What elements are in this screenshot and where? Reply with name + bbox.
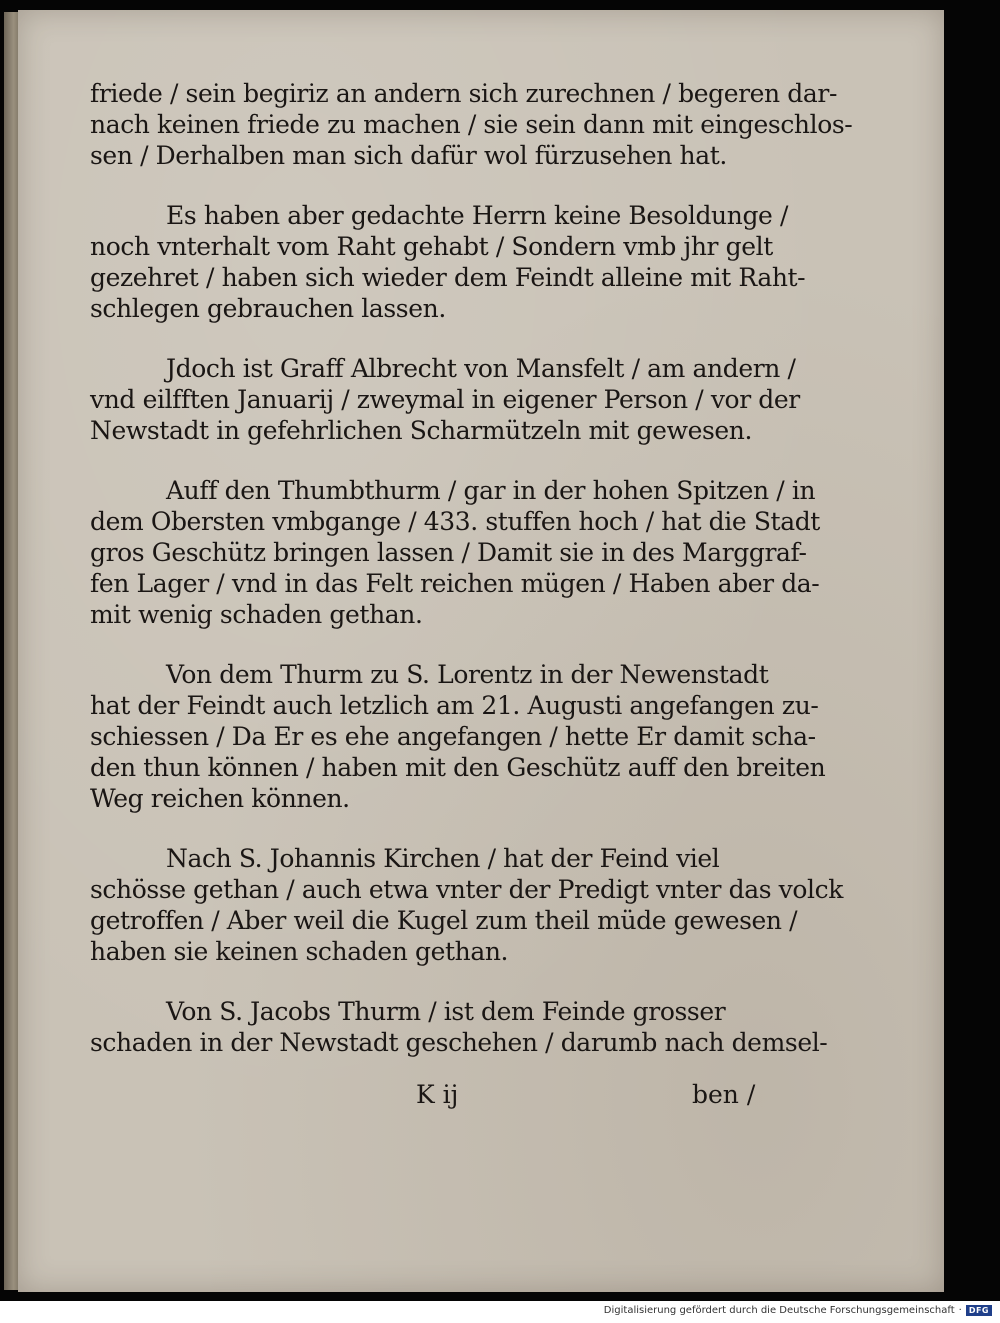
text-line: vnd eilfften Januarij / zweymal in eigener Person / vor der <box>90 385 800 414</box>
paragraph <box>90 843 843 967</box>
text-line: schaden in der Newstadt geschehen / darumb nach demsel- <box>90 1028 828 1057</box>
text-line: sen / Derhalben man sich dafür wol fürzusehen hat. <box>90 141 727 170</box>
text-line: Newstadt in gefehrlichen Scharmützeln mit gewesen. <box>90 416 753 445</box>
text-line: Nach S. Johannis Kirchen / hat der Feind viel <box>166 844 720 873</box>
paragraph <box>90 475 820 630</box>
paragraph <box>90 200 806 324</box>
text-line: haben sie keinen schaden gethan. <box>90 937 509 966</box>
text-line: mit wenig schaden gethan. <box>90 600 423 629</box>
text-line: schösse gethan / auch etwa vnter der Predigt vnter das volck <box>90 875 843 904</box>
paragraph <box>90 78 853 171</box>
book-page <box>18 10 944 1292</box>
footer-credit-text: Digitalisierung gefördert durch die Deutsche Forschungsgemeinschaft <box>603 1305 955 1316</box>
catchword: ben / <box>692 1080 756 1109</box>
text-line: hat der Feindt auch letzlich am 21. Augusti angefangen zu- <box>90 691 819 720</box>
paragraph <box>90 659 826 814</box>
text-line: den thun können / haben mit den Geschütz auff den breiten <box>90 753 826 782</box>
text-line: noch vnterhalt vom Raht gehabt / Sondern vmb jhr gelt <box>90 232 773 261</box>
dfg-logo-icon: DFG <box>966 1305 992 1316</box>
text-line: Es haben aber gedachte Herrn keine Besoldunge / <box>166 201 789 230</box>
paragraph <box>90 996 828 1058</box>
text-line: Weg reichen können. <box>90 784 350 813</box>
text-line: Von dem Thurm zu S. Lorentz in der Newenstadt <box>166 660 769 689</box>
text-line: getroffen / Aber weil die Kugel zum theil müde gewesen / <box>90 906 798 935</box>
text-line: Von S. Jacobs Thurm / ist dem Feinde grosser <box>166 997 726 1026</box>
text-line: Auff den Thumbthurm / gar in der hohen Spitzen / in <box>166 476 816 505</box>
footer-credit <box>604 1305 992 1316</box>
text-line: gezehret / haben sich wieder dem Feindt alleine mit Raht- <box>90 263 806 292</box>
signature-mark: K ij <box>416 1080 459 1109</box>
paragraph <box>90 353 800 446</box>
text-line: fen Lager / vnd in das Felt reichen mügen / Haben aber da- <box>90 569 820 598</box>
text-line: schlegen gebrauchen lassen. <box>90 294 446 323</box>
text-block <box>90 78 853 1087</box>
text-line: schiessen / Da Er es ehe angefangen / hette Er damit scha- <box>90 722 816 751</box>
text-line: gros Geschütz bringen lassen / Damit sie in des Marggraf- <box>90 538 807 567</box>
text-line: dem Obersten vmbgange / 433. stuffen hoch / hat die Stadt <box>90 507 820 536</box>
text-line: nach keinen friede zu machen / sie sein dann mit eingeschlos- <box>90 110 853 139</box>
text-line: friede / sein begiriz an andern sich zurechnen / begeren dar- <box>90 79 837 108</box>
text-line: Jdoch ist Graff Albrecht von Mansfelt / am andern / <box>166 354 796 383</box>
footer-separator: · <box>958 1305 962 1316</box>
